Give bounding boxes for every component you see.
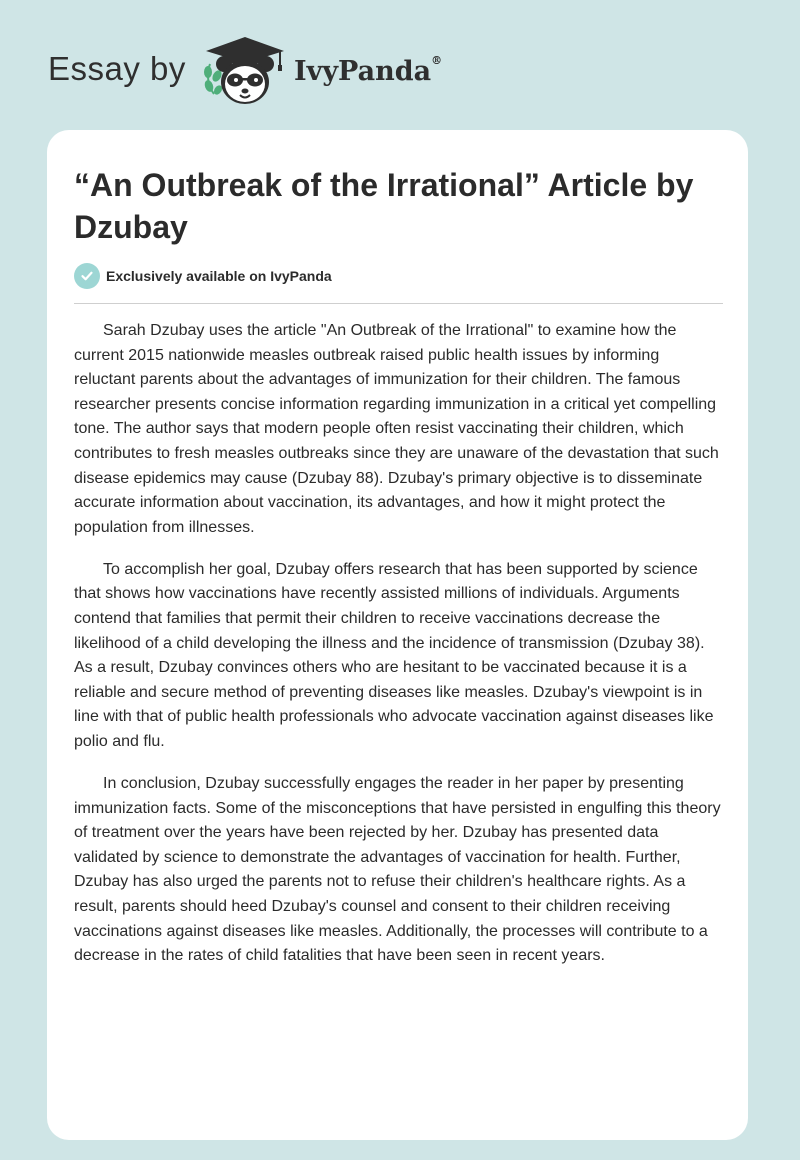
article-card xyxy=(47,130,748,1140)
paragraph: Sarah Dzubay uses the article "An Outbreak of the Irrational" to examine how the current 2015 nationwide measles outbreak raised public health issues by informing reluctant parents about the advantages of immunization for their children. The famous researcher presents concise information regarding immunization in a critical yet compelling tone. The author says that modern people often resist vaccinating their children, which contributes to fresh measles outbreaks since they are unaware of the devastation that such disease epidemics may cause (Dzubay 88). Dzubay's primary objective is to disseminate accurate information about vaccination, its advantages, and how it might protect the population from illnesses. xyxy=(74,322,719,536)
check-icon xyxy=(74,263,100,289)
divider xyxy=(74,303,723,304)
exclusive-badge-label: Exclusively available on IvyPanda xyxy=(106,268,332,284)
paragraph: In conclusion, Dzubay successfully engages the reader in her paper by presenting immunization facts. Some of the misconceptions that have persisted in engulfing this theory of treatment over the years have been rejected by her. Dzubay has presented data validated by science to demonstrate the advantages of vaccination for health. Further, Dzubay has also urged the parents not to refuse their children's healthcare rights. As a result, parents should heed Dzubay's counsel and consent to their children receiving vaccinations against diseases like measles. Additionally, the processes will contribute to a decrease in the rates of child fatalities that have been seen in recent years. xyxy=(74,775,721,965)
registered-mark: ® xyxy=(431,54,443,67)
article-body xyxy=(74,319,724,986)
site-header xyxy=(48,34,468,114)
brand-name[interactable] xyxy=(294,56,442,87)
article-title: “An Outbreak of the Irrational” Article by Dzubay xyxy=(74,167,694,245)
essay-by-label: Essay by xyxy=(48,50,186,87)
panda-graduate-logo-icon xyxy=(200,34,290,110)
paragraph: To accomplish her goal, Dzubay offers research that has been supported by science that shows how vaccinations have recently assisted millions of individuals. Arguments contend that families that permit their children to receive vaccinations decrease the likelihood of a child developing the illness and the incidence of transmission (Dzubay 38). As a result, Dzubay convinces others who are hesitant to be vaccinated because it is a reliable and secure method of preventing diseases like measles. Dzubay's viewpoint is in line with that of public health professionals who advocate vaccination against diseases like polio and flu. xyxy=(74,560,714,750)
exclusive-badge xyxy=(74,262,332,290)
brand-text: IvyPanda xyxy=(294,56,432,87)
